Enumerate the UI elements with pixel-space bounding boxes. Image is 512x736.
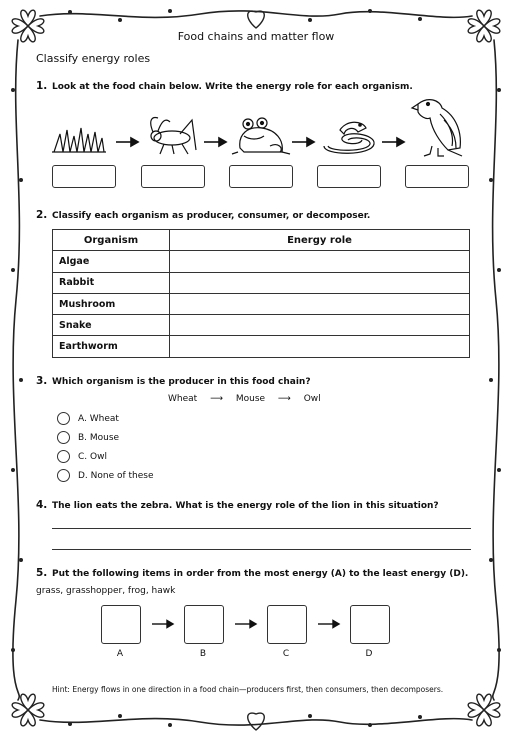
answer-line[interactable] <box>52 528 471 529</box>
organism-cell: Earthworm <box>53 336 170 357</box>
radio-circle-icon[interactable] <box>57 431 70 444</box>
organism-cell: Algae <box>53 251 170 272</box>
arrow-icon <box>235 621 256 628</box>
arrow-icon: ⟶ <box>277 394 291 404</box>
option-label: A. Wheat <box>78 413 119 424</box>
answer-box-snake[interactable] <box>317 165 381 188</box>
question-3-text: Which organism is the producer in this food chain? <box>52 377 311 387</box>
frog-icon <box>232 118 290 154</box>
option-label: D. None of these <box>78 470 154 481</box>
energy-role-table <box>52 229 470 358</box>
table-row <box>53 315 470 336</box>
question-5 <box>36 567 468 579</box>
items-list: grass, grasshopper, frog, hawk <box>36 586 176 596</box>
table-row <box>53 272 470 293</box>
answer-box-grasshopper[interactable] <box>141 165 205 188</box>
organism-cell: Rabbit <box>53 272 170 293</box>
question-2-text: Classify each organism as producer, consumer, or decomposer. <box>52 211 371 221</box>
worksheet-subtitle: Classify energy roles <box>36 52 151 65</box>
radio-circle-icon[interactable] <box>57 412 70 425</box>
question-2 <box>36 209 370 221</box>
chain-item: Mouse <box>235 394 266 404</box>
arrow-icon <box>318 621 339 628</box>
chain-item: Owl <box>303 394 321 404</box>
question-1-number: 1. <box>36 80 48 92</box>
order-label-a: A <box>116 649 124 659</box>
food-chain-text <box>168 394 321 404</box>
food-chain-illustration <box>0 90 512 165</box>
energy-role-cell[interactable] <box>170 336 470 357</box>
chain-item: Wheat <box>168 394 198 404</box>
option-c[interactable] <box>57 450 107 463</box>
table-row <box>53 336 470 357</box>
worksheet-title: Food chains and matter flow <box>177 30 335 43</box>
order-label-d: D <box>365 649 373 659</box>
radio-circle-icon[interactable] <box>57 450 70 463</box>
option-d[interactable] <box>57 469 154 482</box>
question-3-number: 3. <box>36 375 48 387</box>
answer-box-grass[interactable] <box>52 165 116 188</box>
option-b[interactable] <box>57 431 119 444</box>
energy-role-cell[interactable] <box>170 315 470 336</box>
grass-icon <box>52 128 106 152</box>
grasshopper-icon <box>151 118 196 154</box>
answer-box-frog[interactable] <box>229 165 293 188</box>
answer-line[interactable] <box>52 549 471 550</box>
order-arrows <box>0 615 512 635</box>
energy-role-cell[interactable] <box>170 272 470 293</box>
order-label-b: B <box>199 649 207 659</box>
order-label-c: C <box>282 649 290 659</box>
arrow-icon: ⟶ <box>210 394 223 404</box>
question-4 <box>36 499 439 511</box>
question-3 <box>36 375 311 387</box>
option-label: C. Owl <box>78 451 107 462</box>
hint-text: Hint: Energy flows in one direction in a food chain—producers first, then consumers, then decomposers. <box>52 685 444 694</box>
question-1-text: Look at the food chain below. Write the energy role for each organism. <box>52 82 413 92</box>
energy-role-cell[interactable] <box>170 251 470 272</box>
organism-cell: Snake <box>53 315 170 336</box>
hawk-icon <box>412 100 462 156</box>
table-row <box>53 293 470 314</box>
energy-role-cell[interactable] <box>170 293 470 314</box>
arrow-icon <box>152 621 173 628</box>
answer-box-hawk[interactable] <box>405 165 469 188</box>
question-4-text: The lion eats the zebra. What is the energy role of the lion in this situation? <box>52 501 439 511</box>
table-header-row <box>53 230 470 251</box>
organism-cell: Mushroom <box>53 293 170 314</box>
radio-circle-icon[interactable] <box>57 469 70 482</box>
column-header-energy-role: Energy role <box>170 230 470 251</box>
option-a[interactable] <box>57 412 119 425</box>
snake-icon <box>324 122 374 153</box>
option-label: B. Mouse <box>78 432 120 443</box>
question-5-number: 5. <box>36 567 48 579</box>
question-2-number: 2. <box>36 209 48 221</box>
question-4-number: 4. <box>36 499 48 511</box>
question-5-text: Put the following items in order from the most energy (A) to the least energy (D). <box>52 569 469 579</box>
table-row <box>53 251 470 272</box>
column-header-organism: Organism <box>53 230 170 251</box>
